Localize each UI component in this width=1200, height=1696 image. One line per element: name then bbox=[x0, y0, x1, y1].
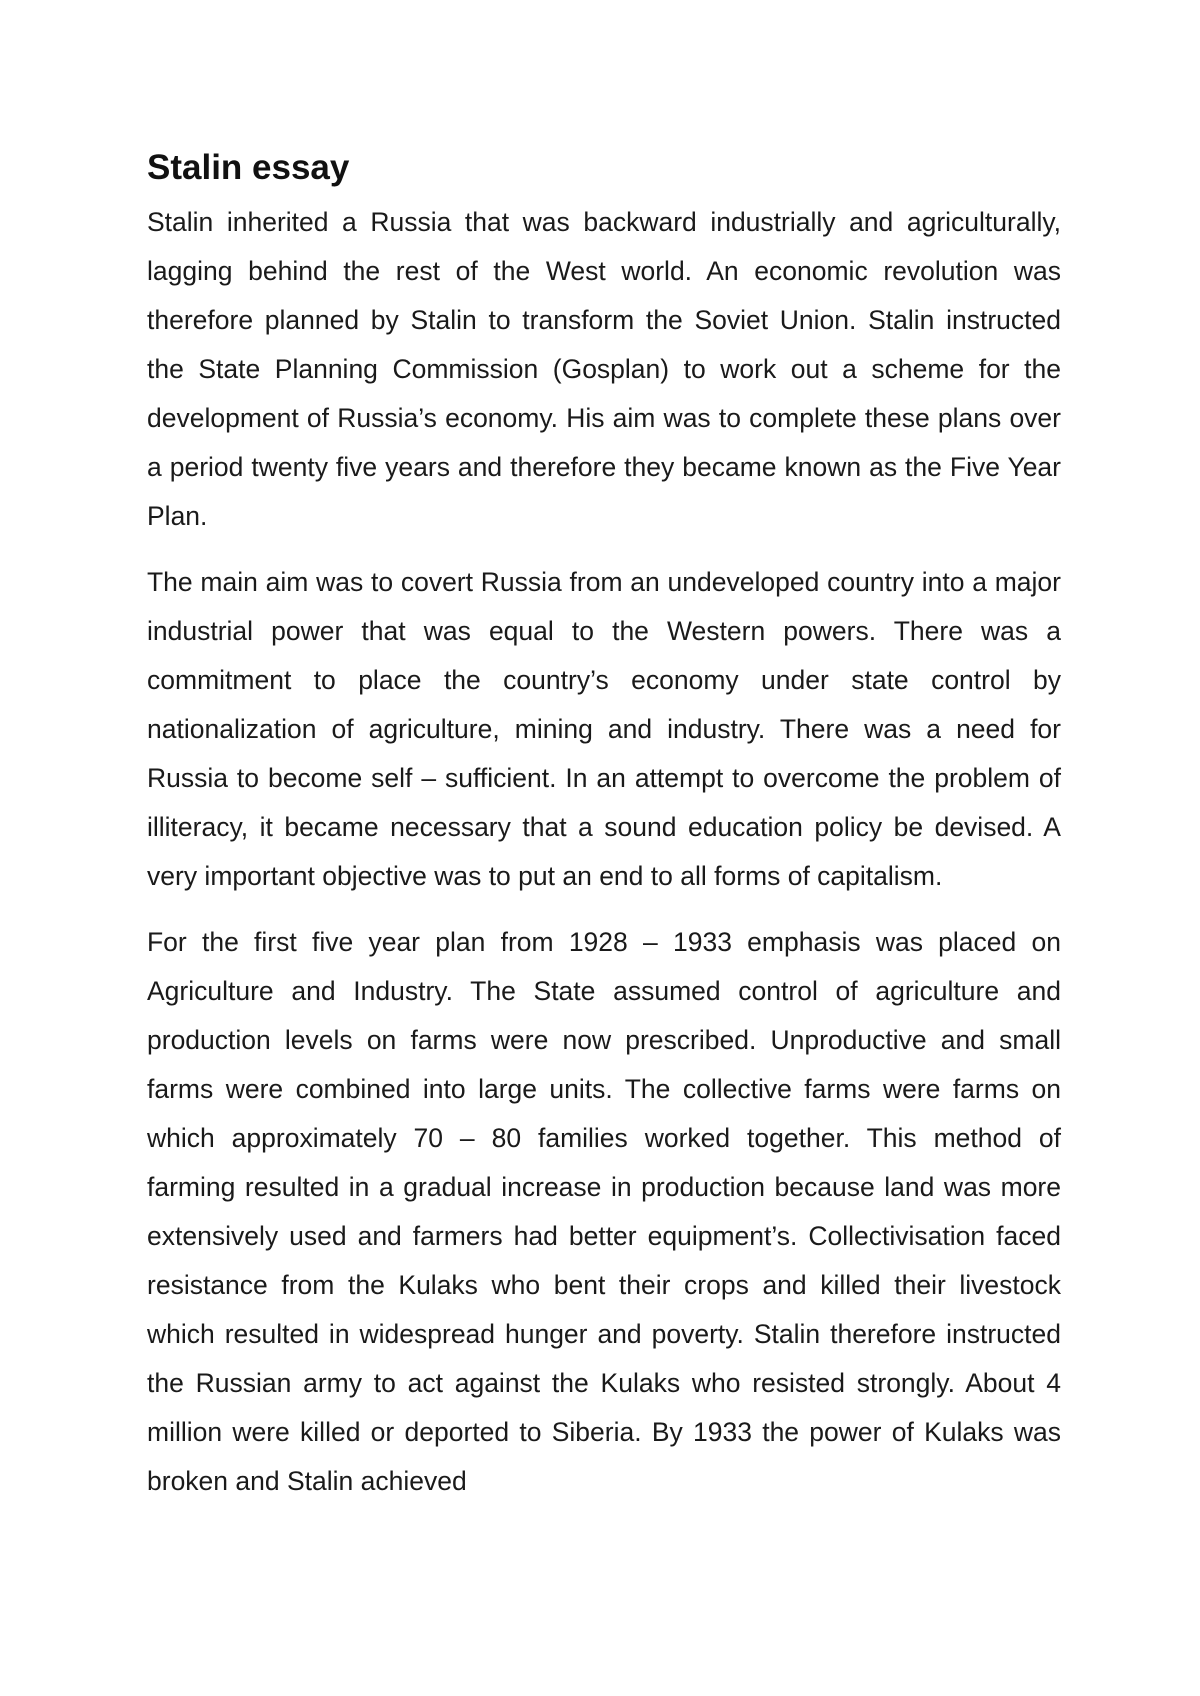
paragraph-3: For the first five year plan from 1928 – 1933 emphasis was placed on Agriculture and Industry. The State assumed control of agriculture and production levels on farms were now prescribed. Unproductive and small farms were combined into large units. The collective farms were farms on which approximately 70 – 80 families worked together. This method of farming resulted in a gradual increase in production because land was more extensively used and farmers had better equipment’s. Collectivisation faced resistance from the Kulaks who bent their crops and killed their livestock which resulted in widespread hunger and poverty. Stalin therefore instructed the Russian army to act against the Kulaks who resisted strongly. About 4 million were killed or deported to Siberia. By 1933 the power of Kulaks was broken and Stalin achieved bbox=[147, 927, 1061, 1496]
paragraph-1: Stalin inherited a Russia that was backward industrially and agriculturally, lagging behind the rest of the West world. An economic revolution was therefore planned by Stalin to transform the Soviet Union. Stalin instructed the State Planning Commission (Gosplan) to work out a scheme for the development of Russia’s economy. His aim was to complete these plans over a period twenty five years and therefore they became known as the Five Year Plan. bbox=[147, 207, 1061, 531]
document-title: Stalin essay bbox=[147, 148, 350, 187]
document-body bbox=[147, 144, 1061, 1523]
paragraph-2: The main aim was to covert Russia from an undeveloped country into a major industrial power that was equal to the Western powers. There was a commitment to place the country’s economy under state control by nationalization of agriculture, mining and industry. There was a need for Russia to become self – sufficient. In an attempt to overcome the problem of illiteracy, it became necessary that a sound education policy be devised. A very important objective was to put an end to all forms of capitalism. bbox=[147, 567, 1061, 891]
